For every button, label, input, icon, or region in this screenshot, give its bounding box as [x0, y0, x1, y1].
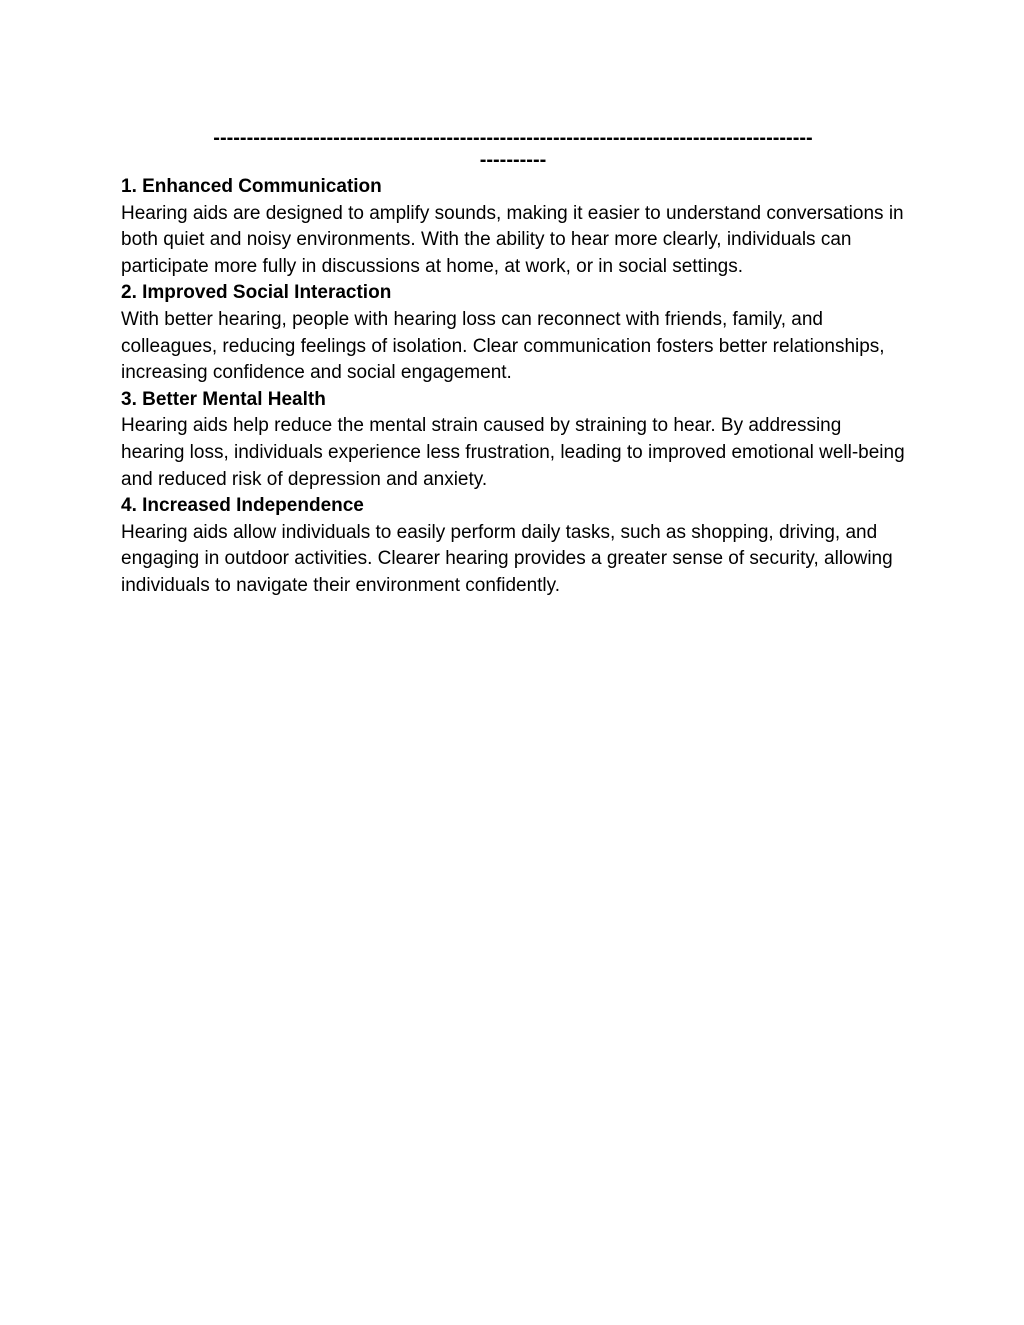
section-body: Hearing aids help reduce the mental strain caused by straining to hear. By addressing hearing loss, individuals experience less frustration, leading to improved emotional well-being and reduced risk of depression and anxiety. — [121, 415, 905, 490]
divider-line-tail: ---------- — [479, 149, 547, 171]
document-page — [121, 118, 905, 600]
section-increased-independence — [121, 493, 905, 599]
section-heading: 3. Better Mental Health — [121, 388, 326, 410]
section-body: Hearing aids allow individuals to easily perform daily tasks, such as shopping, driving, and engaging in outdoor activities. Clearer hearing provides a greater sense of security, allowing individuals to navigate their environment confidently. — [121, 521, 893, 596]
section-enhanced-communication — [121, 174, 905, 280]
section-heading: 2. Improved Social Interaction — [121, 282, 392, 304]
section-body: With better hearing, people with hearing loss can reconnect with friends, family, and colleagues, reducing feelings of isolation. Clear communication fosters better relationships, increasing confidence and social engagement. — [121, 308, 885, 384]
section-heading: 1. Enhanced Communication — [121, 176, 382, 197]
section-heading: 4. Increased Independence — [121, 495, 364, 517]
section-improved-social-interaction — [121, 280, 905, 386]
section-better-mental-health — [121, 387, 905, 493]
divider-line: ------------------------------------------------------------------------------------------ — [213, 127, 813, 149]
section-body: Hearing aids are designed to amplify sounds, making it easier to understand conversations in both quiet and noisy environments. With the ability to hear more clearly, individuals can participate more fully in discussions at home, at work, or in social settings. — [121, 202, 904, 277]
